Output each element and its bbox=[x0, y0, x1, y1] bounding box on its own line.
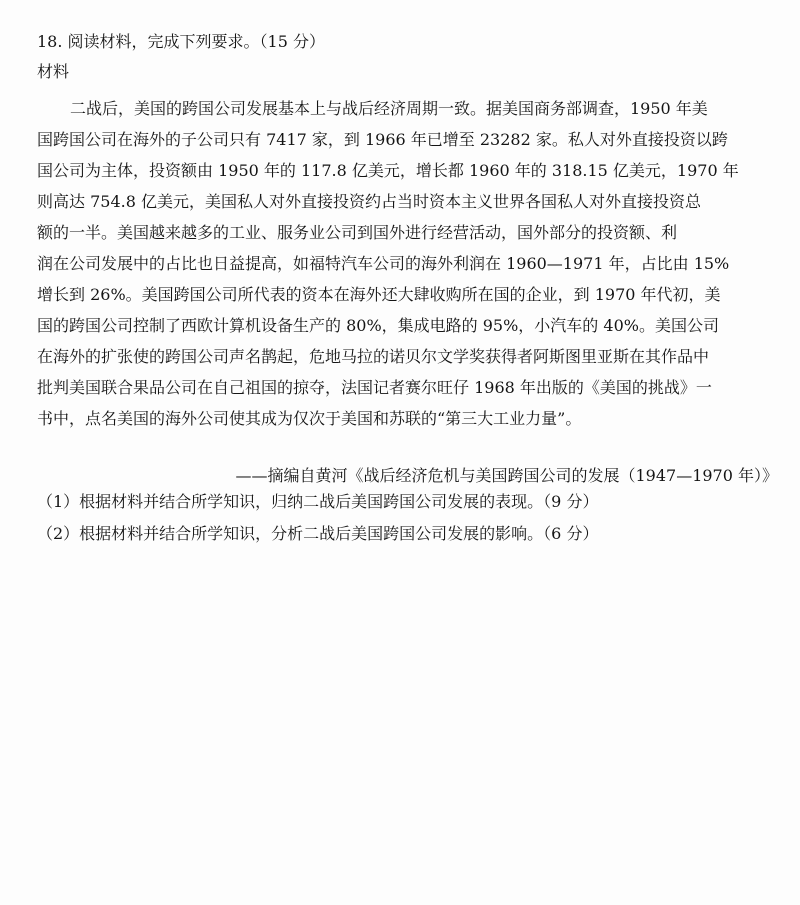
passage-line: 批判美国联合果品公司在自己祖国的掠夺，法国记者赛尔旺仔 1968 年出版的《美国的挑战》一 bbox=[37, 378, 712, 397]
source-citation: ——摘编自黄河《战后经济危机与美国跨国公司的发展（1947—1970 年）》 bbox=[235, 466, 778, 485]
passage-line: 增长到 26%。美国跨国公司所代表的资本在海外还大肆收购所在国的企业，到 1970 年代初，美 bbox=[37, 285, 721, 304]
passage-line: 国跨国公司在海外的子公司只有 7417 家，到 1966 年已增至 23282 家。私人对外直接投资以跨 bbox=[37, 130, 728, 149]
subquestion-2: （2）根据材料并结合所学知识，分析二战后美国跨国公司发展的影响。（6 分） bbox=[37, 524, 599, 543]
passage-line: 润在公司发展中的占比也日益提高，如福特汽车公司的海外利润在 1960—1971 年，占比由 15% bbox=[37, 254, 730, 273]
passage-line: 则高达 754.8 亿美元，美国私人对外直接投资约占当时资本主义世界各国私人对外直接投资总 bbox=[37, 192, 701, 211]
passage-line: 在海外的扩张使的跨国公司声名鹊起，危地马拉的诺贝尔文学奖获得者阿斯图里亚斯在其作品中 bbox=[37, 347, 710, 366]
passage-line: 国的跨国公司控制了西欧计算机设备生产的 80%，集成电路的 95%，小汽车的 40%。美国公司 bbox=[37, 316, 719, 335]
question-title: 18. 阅读材料，完成下列要求。（15 分） bbox=[37, 32, 325, 51]
subquestion-1: （1）根据材料并结合所学知识，归纳二战后美国跨国公司发展的表现。（9 分） bbox=[37, 492, 599, 511]
material-label: 材料 bbox=[37, 62, 70, 81]
passage-line: 二战后，美国的跨国公司发展基本上与战后经济周期一致。据美国商务部调查，1950 年美 bbox=[70, 99, 708, 118]
passage-line: 国公司为主体，投资额由 1950 年的 117.8 亿美元，增长都 1960 年的 318.15 亿美元，1970 年 bbox=[37, 161, 739, 180]
passage-line: 额的一半。美国越来越多的工业、服务业公司到国外进行经营活动，国外部分的投资额、利 bbox=[37, 223, 678, 242]
passage-line: 书中，点名美国的海外公司使其成为仅次于美国和苏联的“第三大工业力量”。 bbox=[37, 409, 582, 428]
